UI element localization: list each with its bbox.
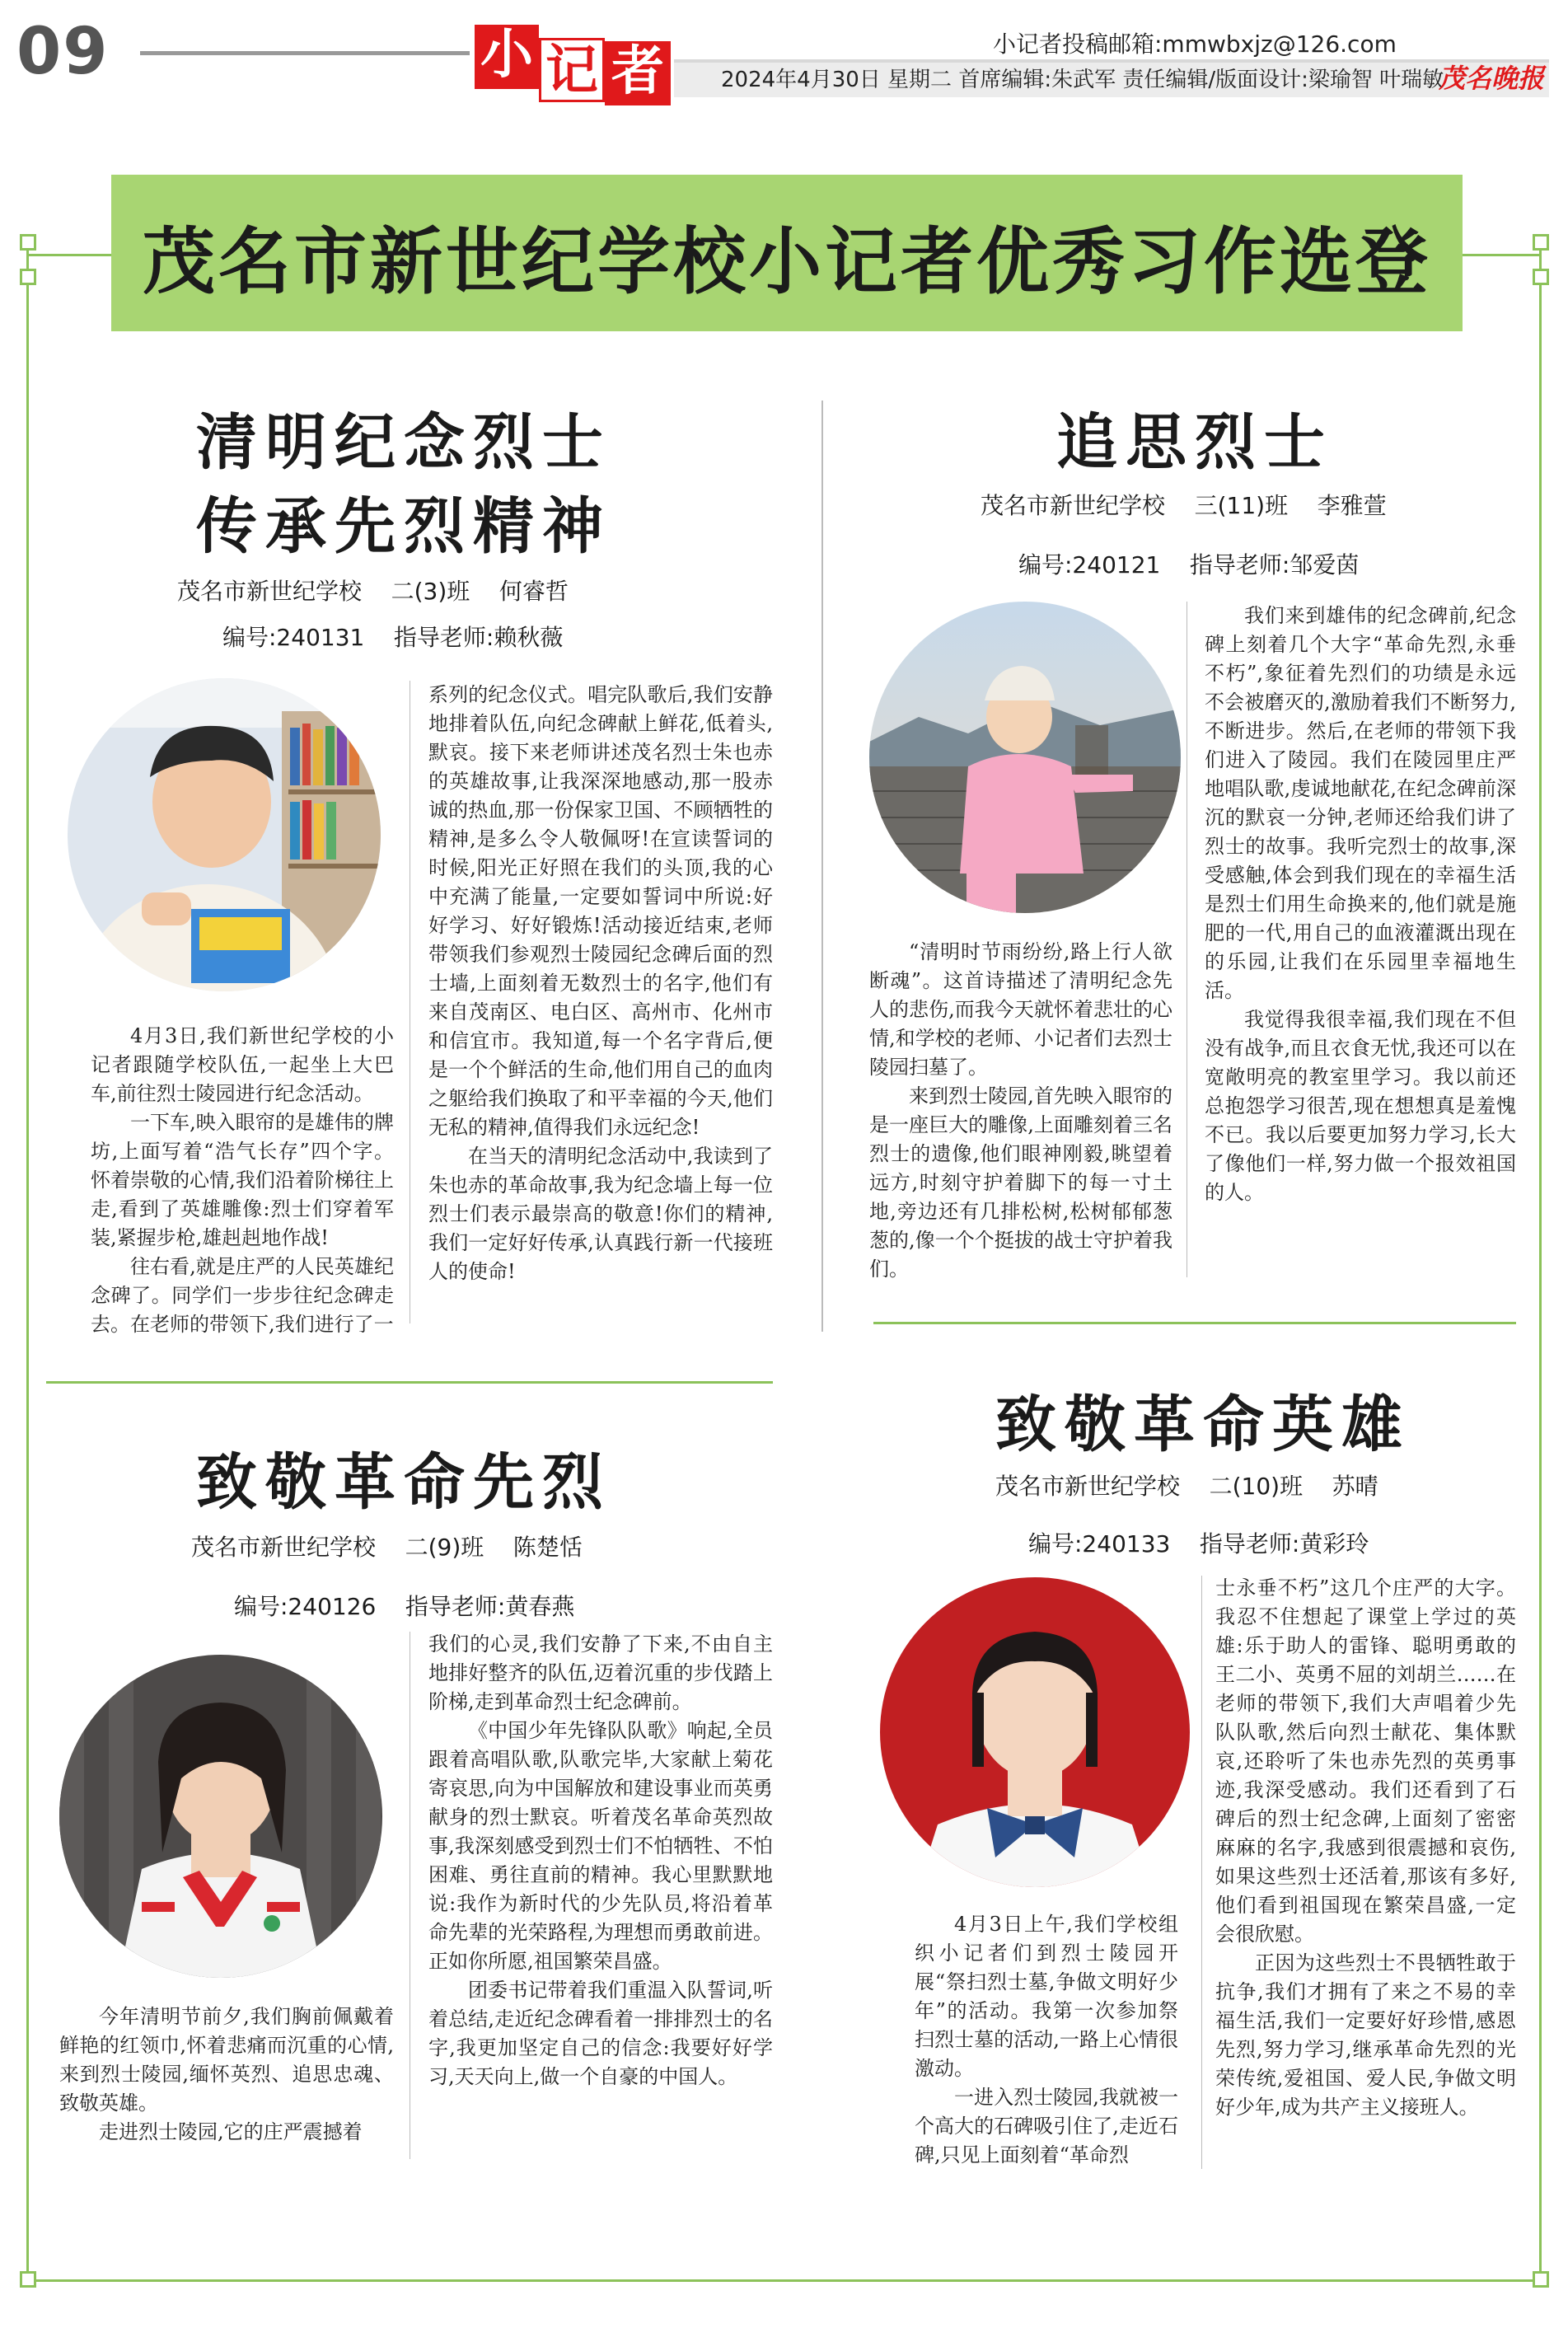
article-2-title: 追思烈士 <box>1056 407 1333 478</box>
headline: 茂名市新世纪学校小记者优秀习作选登 <box>142 218 1431 304</box>
article-1-byline: 茂名市新世纪学校 二(3)班 何睿哲 <box>177 578 569 605</box>
frame-corner <box>1533 269 1549 285</box>
frame-corner <box>20 269 36 285</box>
section-brand-char-2: 记 <box>539 38 605 102</box>
article-1-title-line2: 传承先烈精神 <box>196 491 611 562</box>
paragraph: 4月3日上午,我们学校组织小记者们到烈士陵园开展“祭扫烈士墓,争做文明好少年”的活动。我第一次参加祭扫烈士墓的活动,一路上心情很激动。 <box>915 1913 1178 2080</box>
paragraph: 士永垂不朽”这几个庄严的大字。我忍不住想起了课堂上学过的英雄:乐于助人的雷锋、聪明勇敢的王二小、英勇不屈的刘胡兰……在老师的带领下,我们大声唱着少先队队歌,然后向烈士献花、集体默哀,还聆听了朱也赤先烈的英勇事迹,我深受感动。我们还看到了石碑后的烈士纪念碑,上面刻了密密麻麻的名字,我感到很震撼和哀伤,如果这些烈士还活着,那该有多好,他们看到祖国现在繁荣昌盛,一定会很欣慰。 <box>1215 1576 1516 1946</box>
frame-right <box>1539 246 1542 2281</box>
article-2-byline: 茂名市新世纪学校 三(11)班 李雅萱 <box>981 492 1387 519</box>
paragraph: 团委书记带着我们重温入队誓词,听着总结,走近纪念碑看着一排排烈士的名字,我更加坚定自己的信念:我要好好学习,天天向上,做一个自豪的中国人。 <box>428 1979 773 2088</box>
paragraph: 我们的心灵,我们安静了下来,不由自主地排好整齐的队伍,迈着沉重的步伐踏上阶梯,走到革命烈士纪念碑前。 <box>428 1632 773 1713</box>
article-1-title-line1: 清明纪念烈士 <box>196 407 611 478</box>
article-3-column-1 <box>59 2002 394 2147</box>
frame-bottom <box>26 2279 1542 2282</box>
section-brand-char-1: 小 <box>475 25 539 89</box>
article-2-column-2 <box>1205 602 1516 1207</box>
frame-corner <box>1533 2271 1549 2288</box>
article-3-title: 致敬革命先烈 <box>196 1447 611 1518</box>
article-4-photo <box>880 1577 1190 1887</box>
paragraph: 今年清明节前夕,我们胸前佩戴着鲜艳的红领巾,怀着悲痛而沉重的心情,来到烈士陵园,缅怀英烈、追思忠魂、致敬英雄。 <box>59 2005 394 2115</box>
issue-meta: 2024年4月30日 星期二 首席编辑:朱武军 责任编辑/版面设计:梁瑜智 叶瑞敏 <box>721 68 1444 92</box>
frame-left <box>26 246 29 2281</box>
article-4-column-2 <box>1215 1574 1516 2122</box>
paragraph: 走进烈士陵园,它的庄严震撼着 <box>99 2120 363 2143</box>
article-3-photo <box>59 1655 382 1978</box>
article-1-column-2 <box>428 681 773 1286</box>
article-4-column-1 <box>915 1910 1178 2170</box>
paragraph: 正因为这些烈士不畏牺牲敢于抗争,我们才拥有了来之不易的幸福生活,我们一定要好好珍惜,感恩先烈,努力学习,继承革命先烈的光荣传统,爱祖国、爱人民,争做文明好少年,成为共产主义接班人。 <box>1215 1951 1516 2119</box>
section-divider-left <box>46 1381 773 1384</box>
article-2-photo <box>869 602 1181 913</box>
article-1-column-1 <box>91 1022 394 1339</box>
frame-corner <box>20 234 36 251</box>
paragraph: 系列的纪念仪式。唱完队歌后,我们安静地排着队伍,向纪念碑献上鲜花,低着头,默哀。接下来老师讲述茂名烈士朱也赤的英雄故事,让我深深地感动,那一股赤诚的热血,那一份保家卫国、不顾牺牲的精神,是多么令人敬佩呀!在宣读誓词的时候,阳光正好照在我们的头顶,我的心中充满了能量,一定要如誓词中所说:好好学习、好好锻炼!活动接近结束,老师带领我们参观烈士陵园纪念碑后面的烈士墙,上面刻着无数烈士的名字,他们有来自茂南区、电白区、高州市、化州市和信宜市。我知道,每一个名字背后,便是一个个鲜活的生命,他们用自己的血肉之躯给我们换取了和平幸福的今天,他们无私的精神,值得我们永远纪念! <box>428 683 773 1139</box>
newspaper-logo: 茂名晚报 <box>1438 63 1544 94</box>
article-1-photo <box>68 678 381 991</box>
section-divider-right <box>873 1322 1516 1324</box>
article-3-column-2 <box>428 1630 773 2091</box>
paragraph: 来到烈士陵园,首先映入眼帘的是一座巨大的雕像,上面雕刻着三名烈士的遗像,他们眼神刚毅,眺望着远方,时刻守护着脚下的每一寸土地,旁边还有几排松树,松树郁郁葱葱的,像一个个挺拔的战士守护着我们。 <box>869 1084 1172 1281</box>
paragraph: 一下车,映入眼帘的是雄伟的牌坊,上面写着“浩气长存”四个字。怀着崇敬的心情,我们沿着阶梯往上走,看到了英雄雕像:烈士们穿着军装,紧握步枪,雄赳赳地作战! <box>91 1111 394 1249</box>
section-brand-char-3: 者 <box>605 41 671 105</box>
submission-email: 小记者投稿邮箱:mmwbxjz@126.com <box>993 30 1397 58</box>
article-2-meta: 编号:240121 指导老师:邹爱茵 <box>1018 551 1360 578</box>
frame-corner <box>20 2271 36 2288</box>
frame-corner <box>1533 234 1549 251</box>
page-number: 09 <box>16 15 110 89</box>
paragraph: 往右看,就是庄严的人民英雄纪念碑了。同学们一步步往纪念碑走去。在老师的带领下,我们进行了一 <box>91 1255 394 1336</box>
paragraph: 我们来到雄伟的纪念碑前,纪念碑上刻着几个大字“革命先烈,永垂不朽”,象征着先烈们的功绩是永远不会被磨灭的,激励着我们不断努力,不断进步。然后,在老师的带领下我们进入了陵园。我们在陵园里庄严地唱队歌,虔诚地献花,在纪念碑前深沉的默哀一分钟,老师还给我们讲了烈士的故事。我听完烈士的故事,深受感触,体会到我们现在的幸福生活是烈士们用生命换来的,他们就是施肥的一代,用自己的血液灌溉出现在的乐园,让我们在乐园里幸福地生活。 <box>1205 604 1516 1002</box>
article-3-byline: 茂名市新世纪学校 二(9)班 陈楚恬 <box>191 1534 583 1561</box>
banner-line-left <box>29 254 111 256</box>
banner-line-right <box>1463 254 1540 256</box>
article-4-meta: 编号:240133 指导老师:黄彩玲 <box>1028 1530 1369 1557</box>
paragraph: 我觉得我很幸福,我们现在不但没有战争,而且衣食无忧,我还可以在宽敞明亮的教室里学习。我以前还总抱怨学习很苦,现在想想真是羞愧不已。我以后要更加努力学习,长大了像他们一样,努力做一个报效祖国的人。 <box>1205 1008 1516 1204</box>
article-4-title: 致敬革命英雄 <box>995 1389 1411 1460</box>
paragraph: 一进入烈士陵园,我就被一个高大的石碑吸引住了,走近石碑,只见上面刻着“革命烈 <box>915 2086 1178 2166</box>
header-rule <box>140 51 470 55</box>
paragraph: 4月3日,我们新世纪学校的小记者跟随学校队伍,一起坐上大巴车,前往烈士陵园进行纪念活动。 <box>91 1024 394 1105</box>
article-1-meta: 编号:240131 指导老师:赖秋薇 <box>222 624 564 651</box>
paragraph: 《中国少年先锋队队歌》响起,全员跟着高唱队歌,队歌完毕,大家献上菊花寄哀思,向为中国解放和建设事业而英勇献身的烈士默哀。听着茂名革命英烈故事,我深刻感受到烈士们不怕牺牲、不怕困难、勇往直前的精神。我心里默默地说:我作为新时代的少先队员,将沿着革命先辈的光荣路程,为理想而勇敢前进。正如你所愿,祖国繁荣昌盛。 <box>428 1719 773 1973</box>
article-4-column-divider <box>1201 1576 1202 2169</box>
paragraph: “清明时节雨纷纷,路上行人欲断魂”。这首诗描述了清明纪念先人的悲伤,而我今天就怀着悲壮的心情,和学校的老师、小记者们去烈士陵园扫墓了。 <box>869 940 1172 1079</box>
article-4-byline: 茂名市新世纪学校 二(10)班 苏晴 <box>995 1473 1378 1500</box>
article-3-meta: 编号:240126 指导老师:黄春燕 <box>234 1593 575 1620</box>
column-divider <box>821 400 823 1332</box>
article-2-column-1 <box>869 938 1172 1284</box>
paragraph: 在当天的清明纪念活动中,我读到了朱也赤的革命故事,我为纪念墙上每一位烈士们表示最崇高的敬意!你们的精神,我们一定好好传承,认真践行新一代接班人的使命! <box>428 1145 773 1283</box>
